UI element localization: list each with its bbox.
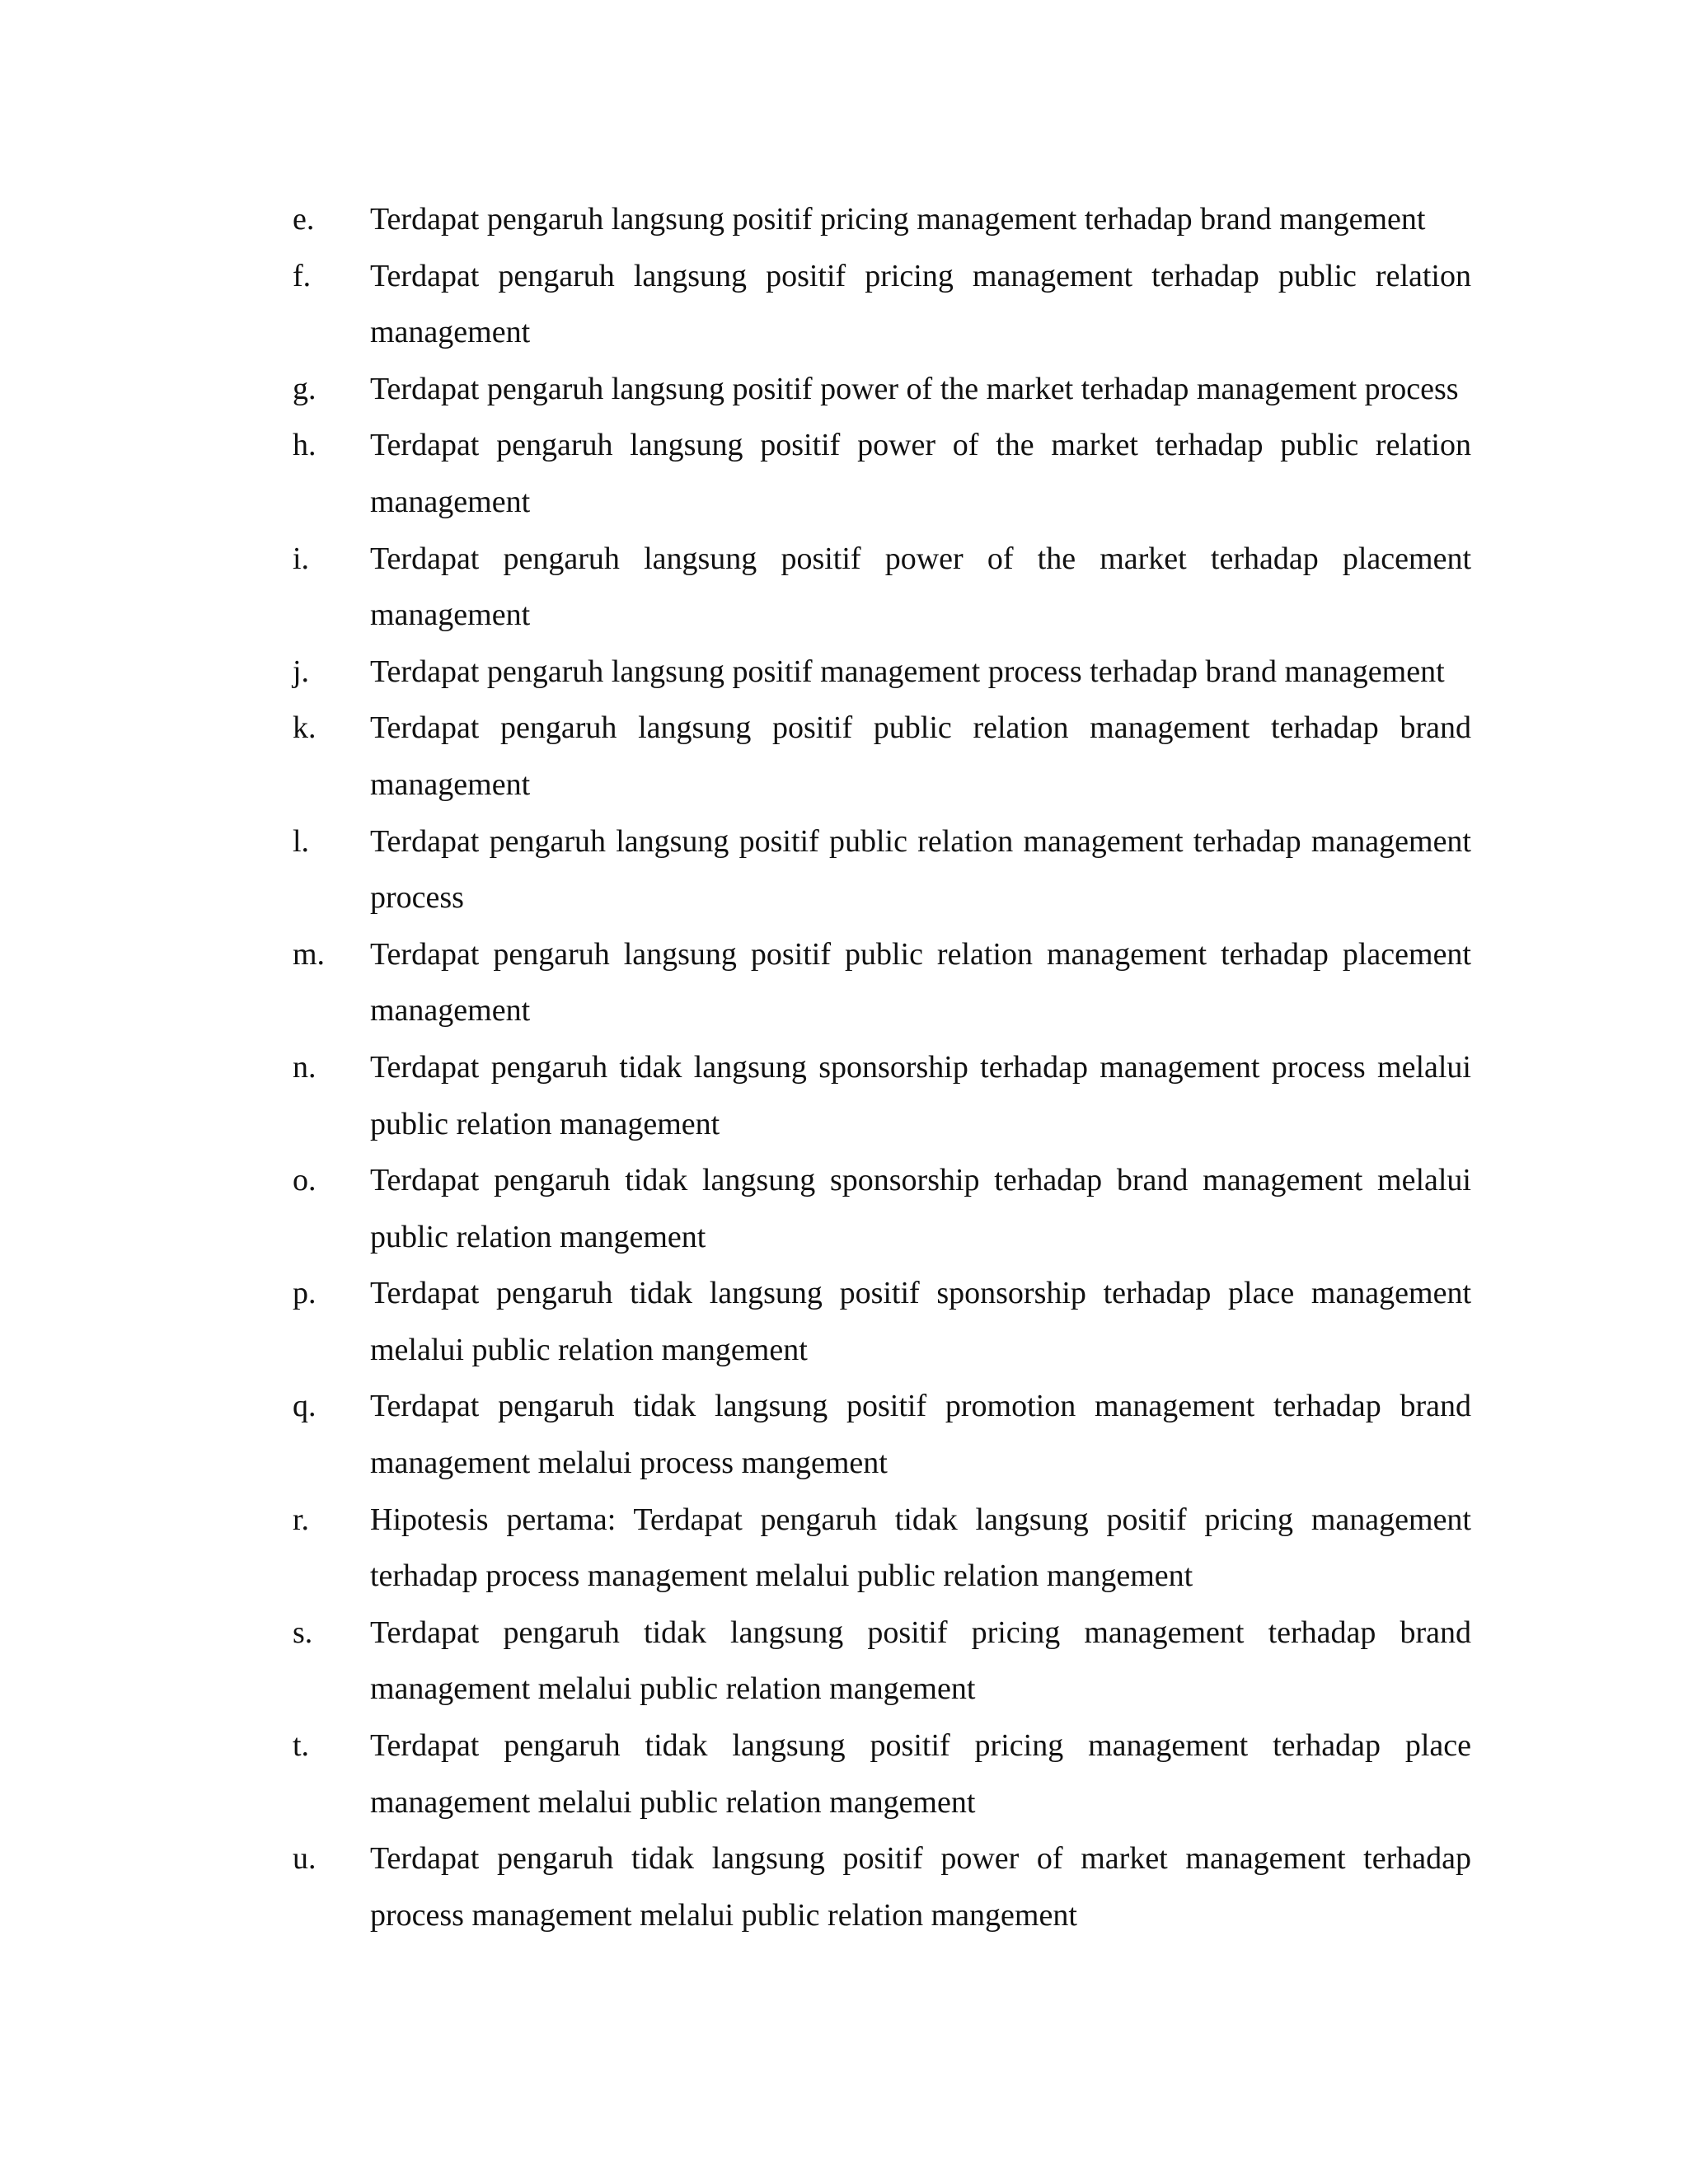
list-item-text: Hipotesis pertama: Terdapat pengaruh tidak langsung positif pricing management terhadap process management melalui public relation mangement xyxy=(370,1502,1471,1594)
hypothesis-list xyxy=(293,191,1471,1943)
list-item-text: Terdapat pengaruh langsung positif public relation management terhadap brand management xyxy=(370,710,1471,802)
list-marker: s. xyxy=(293,1615,313,1650)
list-item-text: Terdapat pengaruh langsung positif management process terhadap brand management xyxy=(370,654,1445,689)
list-item xyxy=(293,531,1471,644)
list-item xyxy=(293,700,1471,813)
list-marker: t. xyxy=(293,1728,310,1764)
list-marker: f. xyxy=(293,258,312,293)
list-item-text: Terdapat pengaruh tidak langsung positif pricing management terhadap brand management melalui public relation mangement xyxy=(370,1615,1471,1707)
list-item-text: Terdapat pengaruh langsung positif public relation management terhadap management process xyxy=(370,823,1471,916)
list-item-text: Terdapat pengaruh langsung positif power of the market terhadap management process xyxy=(370,371,1459,406)
list-marker: n. xyxy=(293,1049,316,1085)
list-item-text: Terdapat pengaruh langsung positif power of the market terhadap public relation management xyxy=(370,428,1471,519)
list-item xyxy=(293,813,1471,926)
list-marker: l. xyxy=(293,823,310,859)
list-marker: u. xyxy=(293,1841,316,1877)
list-marker: k. xyxy=(293,710,316,746)
list-marker: o. xyxy=(293,1163,316,1198)
list-item xyxy=(293,1152,1471,1265)
list-item xyxy=(293,1265,1471,1378)
list-marker: q. xyxy=(293,1389,316,1424)
list-item-text: Terdapat pengaruh tidak langsung positif pricing management terhadap place management melalui public relation mangement xyxy=(370,1728,1471,1820)
list-item-text: Terdapat pengaruh tidak langsung sponsorship terhadap management process melalui public relation management xyxy=(370,1049,1471,1141)
list-item xyxy=(293,1830,1471,1943)
list-item xyxy=(293,417,1471,530)
list-marker: p. xyxy=(293,1276,316,1311)
list-item xyxy=(293,1492,1471,1605)
list-item-text: Terdapat pengaruh langsung positif power of the market terhadap placement management xyxy=(370,541,1471,633)
list-item xyxy=(293,248,1471,361)
list-item xyxy=(293,1039,1471,1152)
list-marker: h. xyxy=(293,428,316,463)
list-item xyxy=(293,644,1471,701)
list-item-text: Terdapat pengaruh langsung positif pricing management terhadap brand mangement xyxy=(370,202,1426,237)
list-item-text: Terdapat pengaruh tidak langsung positif power of market management terhadap process management melalui public relation mangement xyxy=(370,1841,1471,1933)
list-item xyxy=(293,191,1471,248)
list-item xyxy=(293,1605,1471,1718)
list-item xyxy=(293,361,1471,418)
list-marker: g. xyxy=(293,371,316,406)
list-item-text: Terdapat pengaruh langsung positif public relation management terhadap placement management xyxy=(370,936,1471,1029)
list-marker: e. xyxy=(293,202,315,237)
list-item xyxy=(293,1378,1471,1491)
list-marker: m. xyxy=(293,936,326,972)
list-item xyxy=(293,926,1471,1039)
list-item-text: Terdapat pengaruh tidak langsung positif promotion management terhadap brand management melalui process mangement xyxy=(370,1389,1471,1481)
list-item-text: Terdapat pengaruh tidak langsung positif sponsorship terhadap place management melalui public relation mangement xyxy=(370,1276,1471,1367)
list-item xyxy=(293,1718,1471,1830)
list-item-text: Terdapat pengaruh langsung positif pricing management terhadap public relation management xyxy=(370,258,1471,350)
list-marker: r. xyxy=(293,1502,310,1537)
list-marker: j. xyxy=(293,654,310,689)
list-item-text: Terdapat pengaruh tidak langsung sponsorship terhadap brand management melalui public relation mangement xyxy=(370,1163,1471,1254)
list-marker: i. xyxy=(293,541,310,576)
